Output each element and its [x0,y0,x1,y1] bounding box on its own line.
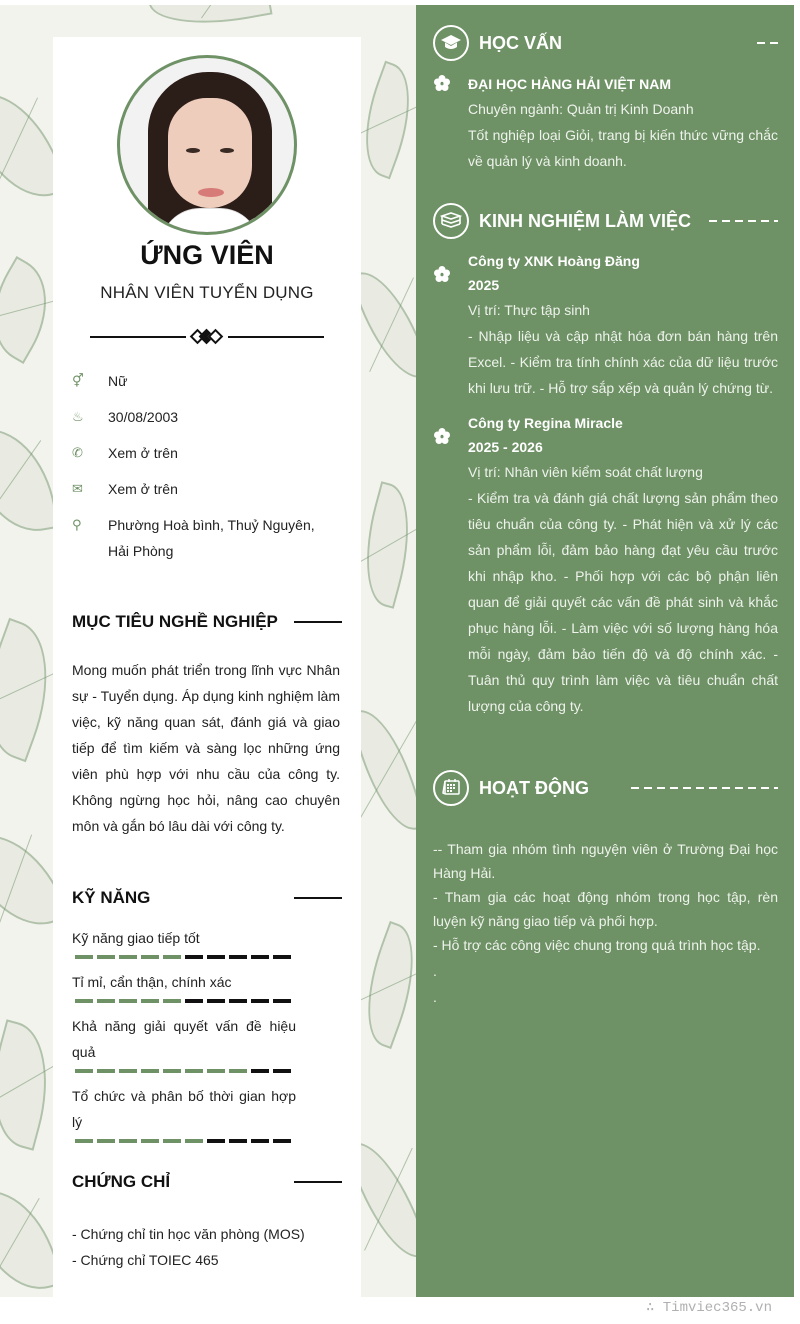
certificates-list [72,1221,340,1273]
skill-segment-empty [251,999,269,1003]
skill-segment-empty [251,1139,269,1143]
leaf-decoration [0,419,59,540]
skill-level-bar [72,1069,296,1073]
skill-segment-empty [207,955,225,959]
company-name: Công ty XNK Hoàng Đăng [468,253,640,269]
company-name: Công ty Regina Miracle [468,415,623,431]
skill-segment-empty [273,999,291,1003]
skill-segment-filled [75,1069,93,1073]
school-name: ĐẠI HỌC HÀNG HẢI VIỆT NAM [468,76,671,92]
skill-segment-filled [163,999,181,1003]
contact-birthday: ♨ 30/08/2003 [72,404,332,430]
skill-segment-empty [207,999,225,1003]
skill-segment-empty [207,1139,225,1143]
envelope-icon: ✉ [72,481,83,496]
skill-segment-filled [207,1069,225,1073]
contact-phone: ✆ Xem ở trên [72,440,332,466]
skill-segment-empty [273,955,291,959]
objective-text: Mong muốn phát triển trong lĩnh vực Nhân sự - Tuyển dụng. Áp dụng kinh nghiệm làm việc, kỹ năng quan sát, đánh giá và giao tiếp để tìm kiếm và sàng lọc những ứng viên phù hợp với nhu cầu của công ty. Không ngừng học hỏi, nâng cao chuyên môn và gắn bó lâu dài với công ty. [72,662,340,834]
skill-level-bar [72,1139,296,1143]
skill-level-bar [72,999,296,1003]
right-column-panel [416,5,794,1297]
flower-bullet-icon [433,427,451,445]
experience-item [433,411,778,719]
skills-section-header [72,888,342,908]
work-description: - Kiểm tra và đánh giá chất lượng sản phẩm theo tiêu chuẩn của công ty. - Phát hiện và xử lý các sản phẩm lỗi, đảm bảo hàng đạt yêu cầu trước khi nhập kho. - Phối hợp với các bộ phận liên quan để giải quyết các vấn đề phát sinh và khắc phục hàng lỗi. - Làm việc với số lượng hàng hóa mỗi ngày, đảm bảo tiến độ và độ chính xác. - Tuân thủ quy trình làm việc và tiêu chuẩn chất lượng của công ty. [468,490,778,714]
activities-section-header [433,770,778,806]
contact-address: ⚲ Phường Hoà bình, Thuỷ Nguyên, Hải Phòng [72,512,332,564]
contact-gender: ⚥ Nữ [72,368,332,394]
candidate-title: NHÂN VIÊN TUYỂN DỤNG [100,283,314,302]
skill-segment-empty [185,955,203,959]
certificates-heading: CHỨNG CHỈ [72,1172,171,1191]
skill-segment-filled [119,1069,137,1073]
birthday-cake-icon: ♨ [72,409,84,424]
skill-segment-filled [185,1069,203,1073]
skill-segment-filled [163,1139,181,1143]
skills-heading: KỸ NĂNG [72,888,151,907]
calendar-icon [433,770,469,806]
skill-segment-filled [141,1069,159,1073]
skill-label: Kỹ năng giao tiếp tốt [72,930,200,946]
work-position: Vị trí: Thực tập sinh [468,302,590,318]
skill-item [72,1083,296,1143]
skill-segment-empty [251,1069,269,1073]
skill-label: Tổ chức và phân bố thời gian hợp lý [72,1088,296,1130]
skill-segment-empty [273,1069,291,1073]
skill-segment-filled [185,1139,203,1143]
skill-segment-filled [119,955,137,959]
skill-item [72,1013,296,1073]
school-note: Tốt nghiệp loại Giỏi, trang bị kiến thức vững chắc về quản lý và kinh doanh. [468,127,778,169]
activity-line: - Hỗ trợ các công việc chung trong quá trình học tập. [433,937,761,953]
activity-line: . [433,963,437,979]
objective-section-header [72,612,342,632]
heading-rule [294,1181,342,1183]
skill-segment-filled [97,1069,115,1073]
graduation-cap-icon [433,25,469,61]
activities-list [433,837,778,1009]
education-heading: HỌC VẤN [479,32,563,53]
education-section-header [433,25,778,61]
skill-segment-empty [229,999,247,1003]
skill-item [72,969,296,1003]
flower-bullet-icon [433,74,451,92]
skills-list [72,925,296,1153]
avatar [117,55,297,235]
work-description: - Nhập liệu và cập nhật hóa đơn bán hàng trên Excel. - Kiểm tra tính chính xác của dữ liệu trước khi lưu trữ. - Hỗ trợ sắp xếp và quản lý chứng từ. [468,328,778,396]
school-major: Chuyên ngành: Quản trị Kinh Doanh [468,101,694,117]
education-item [433,72,778,174]
map-marker-icon: ⚲ [72,517,82,532]
leaf-decoration [350,481,425,609]
leaf-decoration [147,5,272,35]
contact-info-list [72,368,332,574]
heading-rule [294,897,342,899]
activity-line: . [433,989,437,1005]
experience-item [433,249,778,401]
experience-section-header [433,203,778,239]
skill-segment-filled [75,955,93,959]
skill-segment-filled [163,955,181,959]
skill-segment-filled [141,955,159,959]
skill-item [72,925,296,959]
skill-segment-filled [75,999,93,1003]
candidate-name: ỨNG VIÊN [140,240,274,270]
skill-segment-empty [229,1139,247,1143]
skill-segment-filled [75,1139,93,1143]
heading-dash-rule [631,787,778,789]
work-period: 2025 [468,277,500,293]
skill-segment-filled [119,999,137,1003]
experience-heading: KINH NGHIỆM LÀM VIỆC [479,210,692,231]
skill-segment-filled [141,1139,159,1143]
phone-icon: ✆ [72,445,83,460]
skill-level-bar [72,955,296,959]
skill-segment-empty [185,999,203,1003]
skill-segment-filled [97,955,115,959]
gender-icon: ⚥ [72,373,84,388]
objective-heading: MỤC TIÊU NGHỀ NGHIỆP [72,612,278,631]
skill-segment-empty [229,955,247,959]
skill-segment-filled [229,1069,247,1073]
skill-segment-filled [141,999,159,1003]
skill-segment-empty [251,955,269,959]
certificate-item: - Chứng chỉ TOIEC 465 [72,1252,219,1268]
activities-heading: HOẠT ĐỘNG [479,777,589,798]
heading-dash-rule [709,220,778,222]
flower-bullet-icon [433,265,451,283]
work-period: 2025 - 2026 [468,439,543,455]
certificates-section-header [72,1172,342,1192]
watermark: ∴ Timviec365.vn [645,1300,772,1316]
skill-segment-filled [97,999,115,1003]
skill-segment-empty [273,1139,291,1143]
books-icon [433,203,469,239]
ornamental-divider [90,330,324,344]
skill-segment-filled [97,1139,115,1143]
skill-segment-filled [119,1139,137,1143]
skill-label: Khả năng giải quyết vấn đề hiệu quả [72,1018,296,1060]
activity-line: - Tham gia các hoạt động nhóm trong học tập, rèn luyện kỹ năng giao tiếp và phối hợp. [433,889,778,929]
activity-line: -- Tham gia nhóm tình nguyện viên ở Trường Đại học Hàng Hải. [433,841,778,881]
skill-label: Tỉ mỉ, cẩn thận, chính xác [72,974,232,990]
work-position: Vị trí: Nhân viên kiểm soát chất lượng [468,464,703,480]
heading-rule [294,621,342,623]
heading-dash-rule [757,42,778,44]
skill-segment-filled [163,1069,181,1073]
certificate-item: - Chứng chỉ tin học văn phòng (MOS) [72,1226,305,1242]
contact-email: ✉ Xem ở trên [72,476,332,502]
